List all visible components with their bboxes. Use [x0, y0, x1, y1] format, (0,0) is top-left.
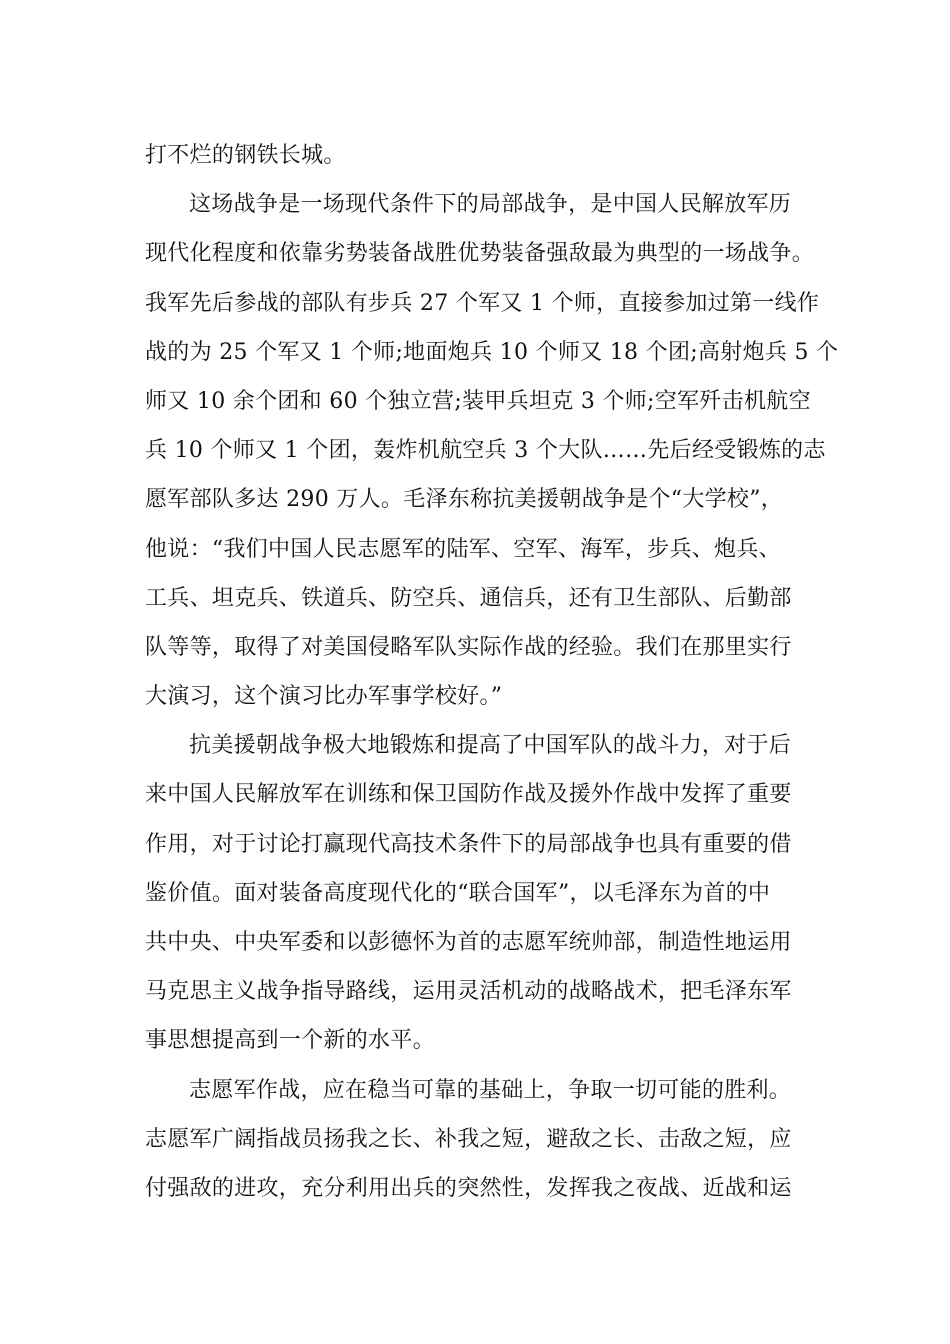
text-line: 共中央、中央军委和以彭德怀为首的志愿军统帅部，制造性地运用: [145, 930, 792, 955]
text-line: 队等等，取得了对美国侵略军队实际作战的经验。我们在那里实行: [145, 634, 792, 660]
text-line: 他说：“我们中国人民志愿军的陆军、空军、海军，步兵、炮兵、: [145, 536, 781, 562]
text-line: 事思想提高到一个新的水平。: [145, 1028, 435, 1054]
text-line: 打不烂的钢铁长城。: [145, 143, 346, 168]
text-line: 大演习，这个演习比办军事学校好。”: [145, 684, 503, 710]
text-line: 志愿军广阔指战员扬我之长、补我之短，避敌之长、击敌之短，应: [145, 1126, 792, 1152]
text-line: 愿军部队多达 290 万人。毛泽东称抗美援朝战争是个“大学校”，: [145, 487, 784, 513]
text-line: 付强敌的进攻，充分利用出兵的突然性，发挥我之夜战、近战和运: [145, 1175, 792, 1201]
paragraph-start-line: 这场战争是一场现代条件下的局部战争，是中国人民解放军历: [189, 192, 792, 218]
text-line: 马克思主义战争指导路线，运用灵活机动的战略战术，把毛泽东军: [145, 979, 792, 1005]
text-line: 来中国人民解放军在训练和保卫国防作战及援外作战中发挥了重要: [145, 782, 792, 808]
body-text: [145, 131, 839, 1213]
text-line: 战的为 25 个军又 1 个师;地面炮兵 10 个师又 18 个团;高射炮兵 5 个: [145, 339, 839, 365]
text-line: 师又 10 余个团和 60 个独立营;装甲兵坦克 3 个师;空军歼击机航空: [145, 388, 811, 414]
text-line: 兵 10 个师又 1 个团，轰炸机航空兵 3 个大队……先后经受锻炼的志: [145, 438, 826, 464]
text-line: 作用，对于讨论打赢现代高技术条件下的局部战争也具有重要的借: [145, 831, 792, 857]
paragraph-start-line: 志愿军作战，应在稳当可靠的基础上，争取一切可能的胜利。: [189, 1077, 792, 1103]
text-line: 工兵、坦克兵、铁道兵、防空兵、通信兵，还有卫生部队、后勤部: [145, 585, 792, 611]
text-line: 鉴价值。面对装备高度现代化的“联合国军”，以毛泽东为首的中: [145, 880, 771, 906]
paragraph-start-line: 抗美援朝战争极大地锻炼和提高了中国军队的战斗力，对于后: [189, 733, 792, 759]
text-line: 我军先后参战的部队有步兵 27 个军又 1 个师，直接参加过第一线作: [145, 290, 820, 316]
text-line: 现代化程度和依靠劣势装备战胜优势装备强敌最为典型的一场战争。: [145, 241, 815, 267]
